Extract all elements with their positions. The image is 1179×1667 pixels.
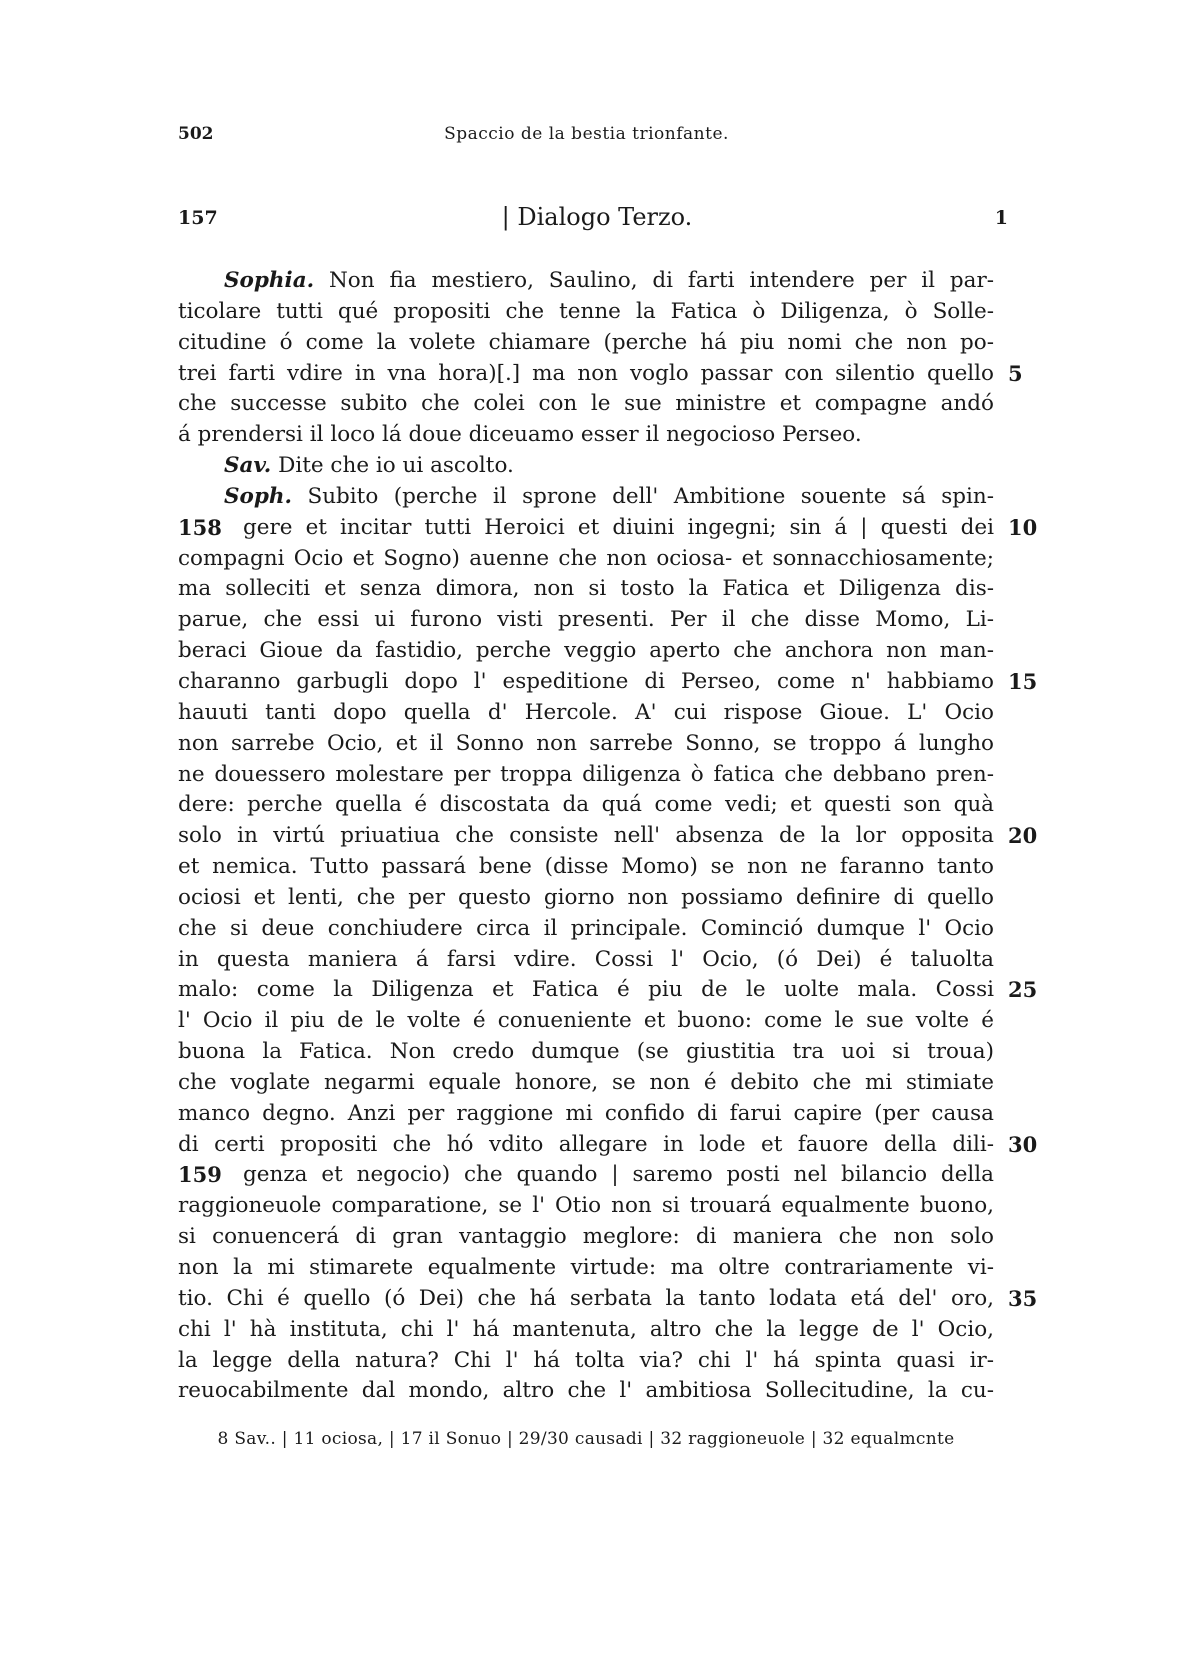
line-text [178,1191,994,1222]
line-number: 35 [1008,1285,1038,1311]
line-words: si conuencerá di gran vantaggio meglore: di maniera che non solo [178,1224,994,1250]
line-words: non sarrebe Ocio, et il Sonno non sarrebe Sonno, se troppo á lungho [178,730,994,756]
line-words: l' Ocio il piu de le volte é conueniente et buono: come le sue volte é [178,1008,994,1034]
line-words: genza et negocio) che quando | saremo posti nel bilancio della [243,1162,994,1188]
footnote-apparatus: 8 Sav.. | 11 ociosa, | 17 il Sonuo | 29/30 causadi | 32 raggioneuole | 32 equalmcnte [217,1429,955,1449]
section-heading [178,203,1016,237]
text-line [178,513,1038,544]
line-text [178,1006,994,1037]
line-number: 10 [1008,514,1038,540]
text-line [178,1068,994,1099]
text-line [178,359,1023,390]
text-line [178,482,994,513]
line-number: 1 [994,207,1008,229]
margin-page-number: 159 [178,1162,222,1188]
text-line [178,821,1038,852]
speaker-name: Soph. [224,483,293,509]
running-head [178,124,995,148]
line-words: Non fia mestiero, Saulino, di farti intendere per il par- [314,268,994,293]
text-line [178,389,994,420]
line-text [178,1099,994,1130]
line-text [178,1222,994,1253]
line-text [178,513,994,544]
line-words: Dite che io ui ascolto. [271,453,514,479]
line-text [178,574,994,605]
text-line [178,328,994,359]
line-text [178,1346,994,1377]
line-words: ma solleciti et senza dimora, non si tosto la Fatica et Diligenza dis- [178,576,994,602]
text-line [178,1160,994,1191]
text-line [178,605,994,636]
line-text [178,482,994,513]
line-words: reuocabilmente dal mondo, altro che l' ambitiosa Sollecitudine, la cu- [178,1378,994,1404]
line-words: trei farti vdire in vna hora)[.] ma non voglo passar con silentio quello [178,360,994,386]
text-line [178,790,994,821]
line-text [178,975,994,1006]
line-words: ne douessero molestare per troppa diligenza ò fatica che debbano pren- [178,761,994,787]
text-line [178,1191,994,1222]
line-words: che voglate negarmi equale honore, se non é debito che mi stimiate [178,1069,994,1095]
line-words: ociosi et lenti, che per questo giorno non possiamo definire di quello [178,884,994,910]
speaker-name: Sav. [224,453,272,479]
line-text [178,544,994,575]
line-text [178,451,994,482]
line-words: hauuti tanti dopo quella d' Hercole. A' cui rispose Gioue. L' Ocio [178,699,994,725]
line-text [178,760,994,791]
line-text [178,729,994,760]
line-text [178,914,994,945]
line-words: gere et incitar tutti Heroici et diuini ingegni; sin á | questi dei [243,514,994,540]
text-line [178,451,994,482]
section-title: | Dialogo Terzo. [501,203,693,231]
line-number: 25 [1008,977,1038,1003]
line-words: non la mi stimarete equalmente virtude: ma oltre contrariamente vi- [178,1255,994,1280]
line-text [178,698,994,729]
speaker-name: Sophia. [224,268,315,293]
line-text [178,1253,994,1284]
line-words: citudine ó come la volete chiamare (perche há piu nomi che non po- [178,329,994,355]
line-text [178,389,994,420]
text-line [178,1099,994,1130]
line-number: 5 [1008,360,1023,386]
line-text [178,1130,994,1161]
line-words: dere: perche quella é discostata da quá come vedi; et questi son quà [178,792,994,818]
line-words: compagni Ocio et Sogno) auenne che non ociosa- et sonnacchiosamente; [178,545,994,571]
line-text [178,790,994,821]
line-text [178,420,994,451]
line-words: che si deue conchiudere circa il principale. Cominció dumque l' Ocio [178,915,994,941]
line-words: che successe subito che colei con le sue ministre et compagne andó [178,391,994,417]
line-text [178,1037,994,1068]
text-line [178,636,994,667]
line-text [178,328,994,359]
text-line [178,1130,1038,1161]
line-words: á prendersi il loco lá doue diceuamo esser il negocioso Perseo. [178,422,862,448]
text-line [178,574,994,605]
line-words: parue, che essi ui furono visti presenti. Per il che disse Momo, Li- [178,607,994,633]
text-line [178,1037,994,1068]
text-line [178,1253,994,1284]
running-title: Spaccio de la bestia trionfante. [444,124,729,144]
text-line [178,975,1038,1006]
text-line [178,760,994,791]
text-line [178,698,994,729]
line-number: 30 [1008,1131,1038,1157]
line-words: raggioneuole comparatione, se l' Otio non si trouará equalmente buono, [178,1193,994,1219]
text-line [178,667,1038,698]
text-line [178,914,994,945]
body-text [178,266,1038,1407]
text-line [178,544,994,575]
margin-page-number: 158 [178,514,222,540]
line-text [178,1284,994,1315]
line-text [178,1068,994,1099]
text-line [178,1376,994,1407]
line-text [178,945,994,976]
line-text [178,821,994,852]
text-line [178,1284,1038,1315]
line-words: buona la Fatica. Non credo dumque (se giustitia tra uoi si troua) [178,1039,994,1065]
line-words: manco degno. Anzi per raggione mi confido di farui capire (per causa [178,1100,994,1126]
line-text [178,605,994,636]
line-words: malo: come la Diligenza et Fatica é piu de le uolte mala. Cossi [178,977,994,1003]
line-text [178,1315,994,1346]
text-line [178,852,994,883]
line-text [178,667,994,698]
line-words: solo in virtú priuatiua che consiste nell' absenza de la lor opposita [178,823,994,849]
text-line [178,297,994,328]
margin-page-number: 157 [178,207,218,229]
text-line [178,420,994,451]
line-number: 20 [1008,823,1038,849]
line-words: in questa maniera á farsi vdire. Cossi l' Ocio, (ó Dei) é taluolta [178,946,994,972]
line-words: et nemica. Tutto passará bene (disse Momo) se non ne faranno tanto [178,854,994,880]
line-text [178,883,994,914]
line-text [178,266,994,297]
text-line [178,1006,994,1037]
line-text [178,636,994,667]
line-words: tio. Chi é quello (ó Dei) che há serbata la tanto lodata etá del' oro, [178,1285,994,1311]
text-line [178,1222,994,1253]
text-line [178,883,994,914]
text-line [178,945,994,976]
text-line [178,729,994,760]
line-text [178,1376,994,1407]
line-words: charanno garbugli dopo l' espeditione di Perseo, come n' habbiamo [178,668,994,694]
line-words: di certi propositi che hó vdito allegare in lode et fauore della dili- [178,1131,994,1157]
text-line [178,266,994,297]
line-words: chi l' hà instituta, chi l' há mantenuta, altro che la legge de l' Ocio, [178,1316,994,1342]
line-text [178,1160,994,1191]
line-text [178,852,994,883]
text-line [178,1315,994,1346]
page-number: 502 [178,124,214,144]
line-words: la legge della natura? Chi l' há tolta via? chi l' há spinta quasi ir- [178,1347,994,1373]
line-text [178,359,994,390]
text-line [178,1346,994,1377]
line-words: ticolare tutti qué propositi che tenne la Fatica ò Diligenza, ò Solle- [178,298,994,324]
line-words: Subito (perche il sprone dell' Ambitione souente sá spin- [292,483,994,509]
line-number: 15 [1008,668,1038,694]
line-words: beraci Gioue da fastidio, perche veggio aperto che anchora non man- [178,638,994,664]
line-text [178,297,994,328]
